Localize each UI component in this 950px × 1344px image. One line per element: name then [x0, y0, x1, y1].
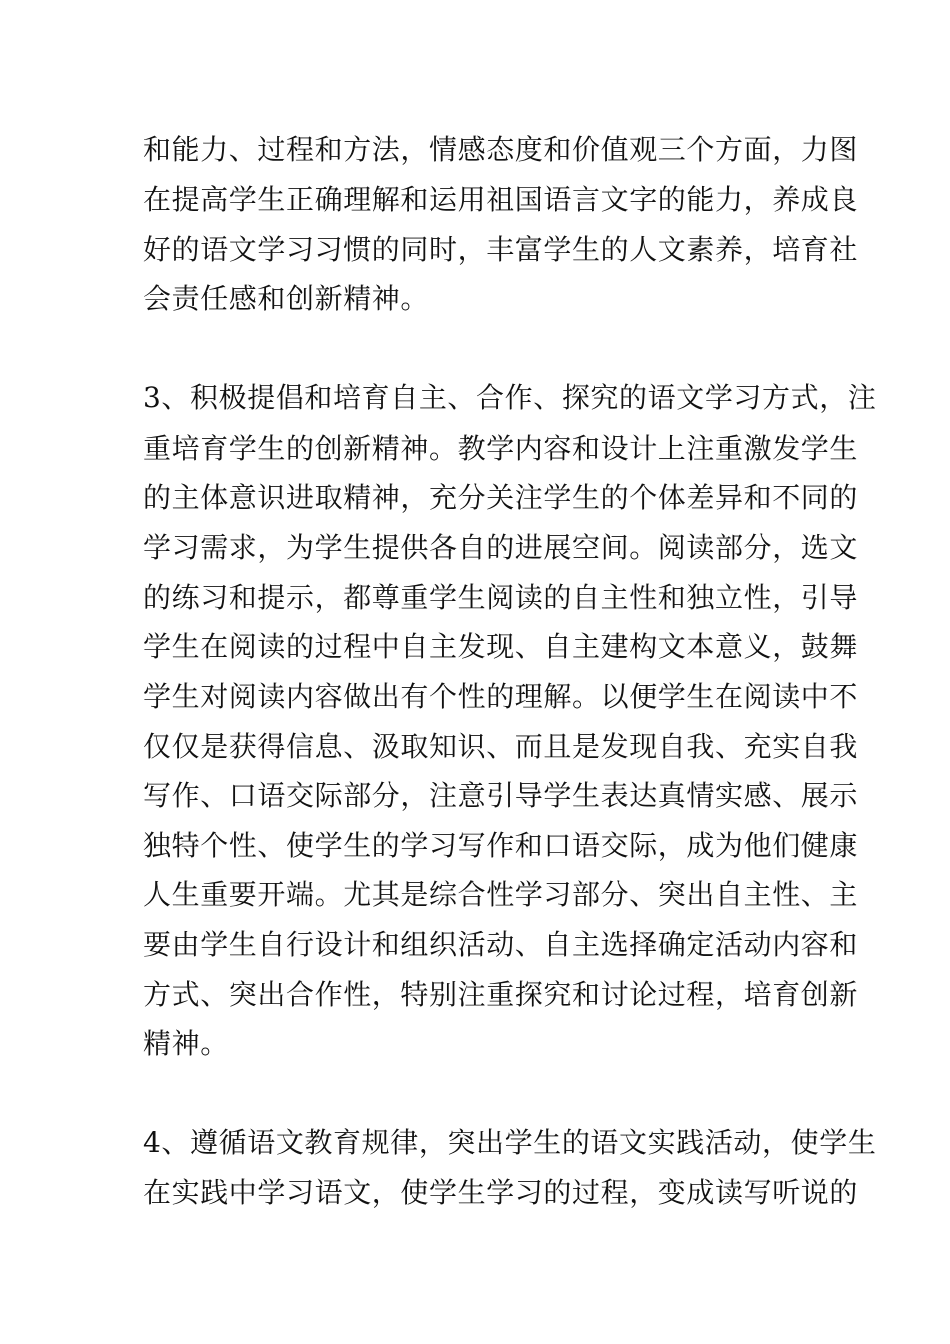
paragraph-2-line-13: 方式、突出合作性，特别注重探究和讨论过程，培育创新 — [143, 978, 859, 1011]
paragraph-2-line-7: 学生对阅读内容做出有个性的理解。以便学生在阅读中不 — [143, 680, 859, 713]
paragraph-2-line-3: 的主体意识进取精神，充分关注学生的个体差异和不同的 — [143, 481, 859, 514]
paragraph-2-line-12: 要由学生自行设计和组织活动、自主选择确定活动内容和 — [143, 928, 859, 961]
paragraph-3-line-1: 4、遵循语文教育规律，突出学生的语文实践活动，使学生 — [143, 1126, 877, 1159]
paragraph-1-line-2: 在提高学生正确理解和运用祖国语言文字的能力，养成良 — [143, 183, 859, 216]
paragraph-2-line-2: 重培育学生的创新精神。教学内容和设计上注重激发学生 — [143, 432, 859, 465]
paragraph-3-line-2: 在实践中学习语文，使学生学习的过程，变成读写听说的 — [143, 1176, 859, 1209]
paragraph-1-line-4: 会责任感和创新精神。 — [143, 282, 430, 315]
paragraph-2-line-10: 独特个性、使学生的学习写作和口语交际，成为他们健康 — [143, 829, 859, 862]
paragraph-2-line-5: 的练习和提示，都尊重学生阅读的自主性和独立性，引导 — [143, 581, 859, 614]
paragraph-1-line-3: 好的语文学习习惯的同时，丰富学生的人文素养，培育社 — [143, 233, 859, 266]
paragraph-2-line-9: 写作、口语交际部分，注意引导学生表达真情实感、展示 — [143, 779, 859, 812]
paragraph-2-line-8: 仅仅是获得信息、汲取知识、而且是发现自我、充实自我 — [143, 730, 859, 763]
paragraph-2-line-14: 精神。 — [143, 1027, 229, 1060]
paragraph-2-line-6: 学生在阅读的过程中自主发现、自主建构文本意义，鼓舞 — [143, 630, 859, 663]
paragraph-2-line-1: 3、积极提倡和培育自主、合作、探究的语文学习方式，注 — [143, 381, 877, 414]
paragraph-2-line-4: 学习需求，为学生提供各自的进展空间。阅读部分，选文 — [143, 531, 859, 564]
paragraph-1-line-1: 和能力、过程和方法，情感态度和价值观三个方面，力图 — [143, 133, 859, 166]
paragraph-2-line-11: 人生重要开端。尤其是综合性学习部分、突出自主性、主 — [143, 878, 859, 911]
